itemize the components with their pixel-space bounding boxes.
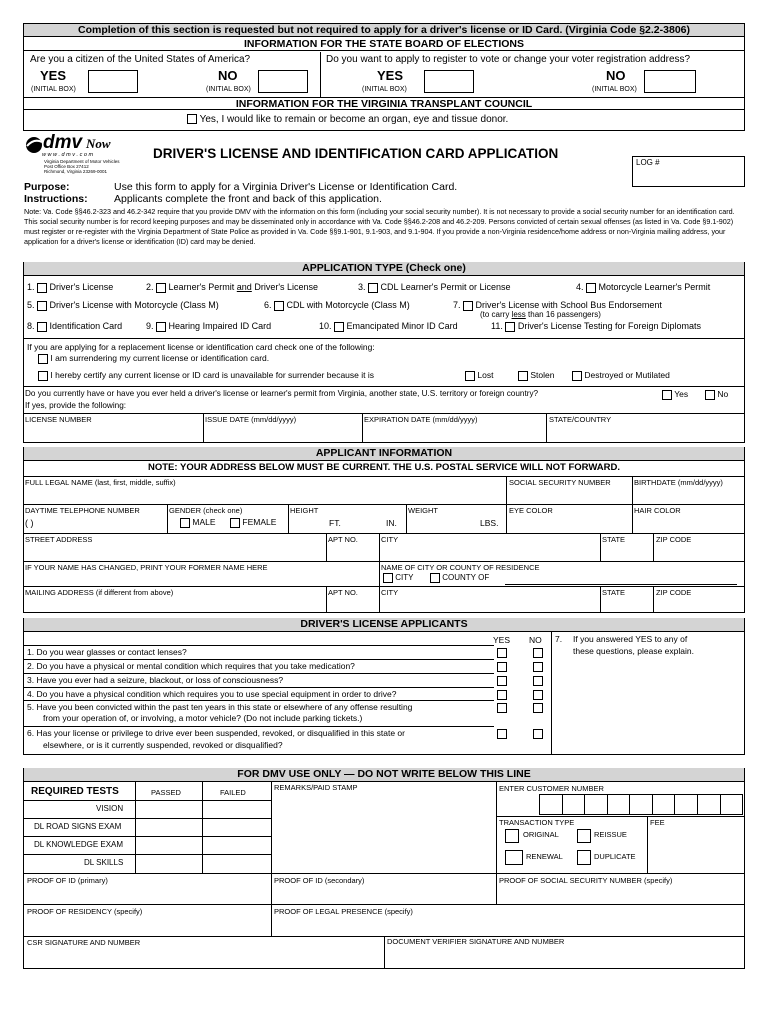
dl-q-divider [551, 632, 552, 755]
mailing-address-field[interactable]: MAILING ADDRESS (if different from above) [25, 588, 174, 597]
duplicate-label: DUPLICATE [594, 852, 636, 861]
certify-label: I hereby certify any current license or ID card is unavailable for surrender because it is [50, 370, 374, 380]
q4-no-checkbox[interactable] [533, 690, 543, 700]
q3-top [24, 673, 494, 674]
stolen-option[interactable] [518, 370, 554, 381]
option-8[interactable] [27, 321, 122, 332]
applicant-row-5-top [24, 586, 744, 587]
applicant-note-text: NOTE: YOUR ADDRESS BELOW MUST BE CURRENT. THE U.S. POSTAL SERVICE WILL NOT FORWARD. [147, 462, 621, 473]
option-4-label: Motorcycle Learner's Permit [598, 282, 711, 292]
option-7-checkbox[interactable] [463, 301, 473, 311]
applicant-div-height [288, 504, 289, 533]
option-5-label: Driver's License with Motorcycle (Class M) [49, 300, 219, 310]
register-yes-initial: (INITIAL BOX) [362, 86, 407, 93]
q1-top [24, 645, 494, 646]
application-type-header [24, 262, 744, 276]
option-4-checkbox[interactable] [586, 283, 596, 293]
option-2[interactable] [146, 282, 318, 293]
logo-addr3: Richmond, Virginia 23269-0001 [44, 169, 107, 174]
notice-bar [24, 24, 744, 37]
instructions-label: Instructions: [24, 193, 88, 205]
remarks-stamp-field[interactable]: REMARKS/PAID STAMP [274, 783, 358, 792]
mailing-zip-field[interactable]: ZIP CODE [656, 588, 692, 597]
held-question: Do you currently have or have you ever held a driver's license or learner's permit from Virginia, another state, U.S. territory or foreign country? [25, 389, 539, 398]
question-5a: 5. Have you been convicted within the past ten years in this state or elsewhere of any offense resulting [27, 702, 413, 712]
mailing-div-apt [326, 586, 327, 613]
option-8-label: Identification Card [49, 321, 123, 331]
held-yes-label: Yes [674, 389, 689, 399]
option-9[interactable] [146, 321, 271, 332]
citizen-yes-initial: (INITIAL BOX) [31, 86, 76, 93]
knowledge-label: DL KNOWLEDGE EXAM [34, 840, 124, 849]
signature-div [384, 936, 385, 969]
mailing-apt-field[interactable]: APT NO. [328, 588, 358, 597]
held-yes-checkbox[interactable] [662, 390, 672, 400]
road-signs-label: DL ROAD SIGNS EXAM [34, 822, 122, 831]
destroyed-label: Destroyed or Mutilated [584, 370, 670, 380]
reissue-checkbox[interactable] [577, 829, 591, 843]
male-label: MALE [192, 517, 216, 527]
tests-row-4 [24, 854, 271, 855]
donor-text: Yes, I would like to remain or become an organ, eye and tissue donor. [199, 114, 509, 125]
applicant-header-text: APPLICANT INFORMATION [315, 447, 453, 459]
logo-addr1: Virginia Department of Motor Vehicles [44, 159, 120, 164]
ssn-field[interactable]: SOCIAL SECURITY NUMBER [509, 478, 611, 487]
option-2-label-b: Driver's License [251, 282, 319, 292]
customer-digit-box[interactable] [629, 794, 653, 815]
customer-digit-box[interactable] [697, 794, 721, 815]
citizen-question: Are you a citizen of the United States of America? [30, 54, 251, 65]
q7-text-b: these questions, please explain. [573, 646, 694, 656]
elections-header-text: INFORMATION FOR THE STATE BOARD OF ELECTIONS [244, 38, 524, 50]
option-1-num: 1. [27, 282, 35, 292]
fee-div [647, 816, 648, 873]
replacement-question: If you are applying for a replacement license or identification card check one of the following: [27, 342, 375, 352]
q7-text-a: If you answered YES to any of [573, 634, 688, 644]
height-label: HEIGHT [290, 506, 319, 515]
option-7-num: 7. [453, 300, 461, 310]
option-1-checkbox[interactable] [37, 283, 47, 293]
document-verifier-field[interactable]: DOCUMENT VERIFIER SIGNATURE AND NUMBER [387, 937, 565, 946]
street-address-field[interactable]: STREET ADDRESS [25, 535, 93, 544]
applicant-div-weight [406, 504, 407, 533]
transplant-header-text: INFORMATION FOR THE VIRGINIA TRANSPLANT COUNCIL [235, 98, 533, 110]
mailing-city-field[interactable]: CITY [381, 588, 399, 597]
q4-yes-checkbox[interactable] [497, 690, 507, 700]
applicant-div-birth [632, 476, 633, 504]
weight-label: WEIGHT [408, 506, 438, 515]
option-9-checkbox[interactable] [156, 322, 166, 332]
license-col-div-3 [546, 413, 547, 443]
proof-row-2-top [24, 904, 744, 905]
option-4-num: 4. [576, 282, 584, 292]
lost-option[interactable] [465, 370, 493, 381]
option-6[interactable] [264, 300, 410, 311]
held-divider [24, 386, 744, 387]
held-no-checkbox[interactable] [705, 390, 715, 400]
logo-dmv-text: dmv [43, 132, 83, 153]
held-no-label: No [717, 389, 729, 399]
destroyed-option[interactable] [572, 370, 670, 381]
applicant-div-gender [167, 504, 168, 533]
license-number-field[interactable]: LICENSE NUMBER [25, 415, 92, 424]
q2-top [24, 659, 494, 660]
license-row-top [24, 413, 744, 414]
proof-row-1-top [24, 873, 744, 874]
option-11-checkbox[interactable] [505, 322, 515, 332]
mailing-state-field[interactable]: STATE [602, 588, 626, 597]
option-8-num: 8. [27, 321, 35, 331]
dmv-swoosh-icon [24, 136, 44, 154]
zip-field[interactable]: ZIP CODE [656, 535, 692, 544]
application-type-header-text: APPLICATION TYPE (Check one) [302, 262, 466, 274]
option-1[interactable] [27, 282, 113, 293]
customer-digit-box[interactable] [674, 794, 698, 815]
lost-checkbox[interactable] [465, 371, 475, 381]
fee-field[interactable]: FEE [650, 818, 665, 827]
dmv-use-header [24, 768, 744, 782]
customer-digit-box[interactable] [607, 794, 631, 815]
remarks-div [496, 782, 497, 873]
question-4: 4. Do you have a physical condition which requires you to use special equipment in order to drive? [27, 689, 397, 699]
question-2: 2. Do you have a physical or mental condition which requires that you take medication? [27, 661, 355, 671]
q1-yes-checkbox[interactable] [497, 648, 507, 658]
log-number-box[interactable] [632, 156, 745, 187]
register-yes-label: YES [377, 68, 404, 83]
question-1: 1. Do you wear glasses or contact lenses? [27, 647, 187, 657]
dl-yes-col: YES [493, 635, 511, 645]
q1-no-checkbox[interactable] [533, 648, 543, 658]
surrender-label: I am surrendering my current license or identification card. [50, 353, 270, 363]
held-no-option[interactable] [705, 389, 728, 400]
question-5b: from your operation of, or involving, a motor vehicle? (Do not include parking tickets.) [43, 713, 363, 723]
q3-no-checkbox[interactable] [533, 676, 543, 686]
donor-checkbox[interactable] [187, 114, 197, 124]
birthdate-field[interactable]: BIRTHDATE (mm/dd/yyyy) [634, 478, 723, 487]
female-option[interactable] [230, 517, 276, 528]
stolen-checkbox[interactable] [518, 371, 528, 381]
option-7-sub [480, 310, 601, 319]
option-10[interactable] [319, 321, 458, 332]
q3-yes-checkbox[interactable] [497, 676, 507, 686]
residence-city-checkbox[interactable] [383, 573, 393, 583]
q6-no-checkbox[interactable] [533, 729, 543, 739]
gender-label: GENDER (check one) [169, 506, 243, 515]
mailing-div-city [379, 586, 380, 613]
option-11-num: 11. [491, 321, 503, 331]
residence-county-checkbox[interactable] [430, 573, 440, 583]
transaction-type-label: TRANSACTION TYPE [499, 818, 575, 827]
applicant-row-2-top [24, 504, 744, 505]
dmv-logo [24, 132, 134, 181]
question-3: 3. Have you ever had a seizure, blackout, or loss of consciousness? [27, 675, 284, 685]
customer-number-boxes[interactable] [540, 794, 743, 815]
logo-addr2: Post Office Box 27412 [44, 164, 89, 169]
male-option[interactable] [180, 517, 216, 528]
option-10-num: 10. [319, 321, 332, 331]
skills-label: DL SKILLS [84, 858, 124, 867]
option-3-label: CDL Learner's Permit or License [380, 282, 511, 292]
city-field[interactable]: CITY [381, 535, 399, 544]
register-question: Do you want to apply to register to vote or change your voter registration address? [326, 54, 691, 65]
form-title: DRIVER'S LICENSE AND IDENTIFICATION CARD APPLICATION [153, 146, 559, 161]
option-3[interactable] [358, 282, 510, 293]
applicant-note [24, 462, 744, 473]
customer-digit-box[interactable] [562, 794, 586, 815]
q6-top [24, 726, 494, 727]
held-yes-option[interactable] [662, 389, 688, 400]
if-yes-text: If yes, provide the following: [25, 401, 127, 410]
register-no-label: NO [606, 68, 626, 83]
vision-label: VISION [96, 804, 124, 813]
certify-row[interactable] [38, 370, 374, 381]
purpose-label: Purpose: [24, 181, 70, 193]
eye-color-field[interactable]: EYE COLOR [509, 506, 553, 515]
citizen-no-initial-box[interactable] [258, 70, 308, 93]
option-2-num: 2. [146, 282, 154, 292]
option-7-sub-less: less [511, 310, 526, 319]
q5-yes-checkbox[interactable] [497, 703, 507, 713]
elections-header [24, 38, 744, 51]
q7-num: 7. [555, 634, 563, 644]
option-10-label: Emancipated Minor ID Card [346, 321, 458, 331]
female-label: FEMALE [242, 517, 277, 527]
proof-ssn-field[interactable]: PROOF OF SOCIAL SECURITY NUMBER (specify) [499, 876, 673, 885]
dl-applicants-header-text: DRIVER'S LICENSE APPLICANTS [300, 618, 468, 630]
former-name-field[interactable]: IF YOUR NAME HAS CHANGED, PRINT YOUR FORMER NAME HERE [25, 563, 268, 572]
applicant-div-hair [632, 504, 633, 533]
duplicate-checkbox[interactable] [577, 850, 591, 865]
question-6b: elsewhere, or is it currently suspended, revoked or disqualified? [43, 740, 283, 750]
hair-color-field[interactable]: HAIR COLOR [634, 506, 681, 515]
citizen-no-initial: (INITIAL BOX) [206, 86, 251, 93]
option-3-checkbox[interactable] [368, 283, 378, 293]
transaction-top [496, 816, 744, 817]
license-col-div-2 [362, 413, 363, 443]
certify-checkbox[interactable] [38, 371, 48, 381]
instructions-text: Applicants complete the front and back of this application. [114, 193, 382, 205]
residence-county-option[interactable] [430, 573, 489, 583]
license-col-div-1 [203, 413, 204, 443]
option-10-checkbox[interactable] [334, 322, 344, 332]
phone-field[interactable]: DAYTIME TELEPHONE NUMBER [25, 506, 140, 515]
original-label: ORIGINAL [523, 830, 559, 839]
applicant-div-eye [506, 504, 507, 533]
height-ft[interactable]: FT. [329, 518, 341, 528]
notice-text: Completion of this section is requested but not required to apply for a driver's license or ID Card. (Virginia Code §2.2-3806) [77, 24, 690, 36]
logo-now-text: Now [86, 136, 111, 151]
residence-label: NAME OF CITY OR COUNTY OF RESIDENCE [381, 563, 540, 572]
applicant-row-3-top [24, 533, 744, 534]
option-6-checkbox[interactable] [274, 301, 284, 311]
renewal-label: RENEWAL [526, 852, 563, 861]
option-8-checkbox[interactable] [37, 322, 47, 332]
legal-note: Note: Va. Code §§46.2-323 and 46.2-342 require that you provide DMV with the information on this form (including your social security number). It is not necessary to provide a social security number for an identification card. This social security number is for record keeping purposes and may be disseminated only in accordance with Va. Code §§46.2-208 and 46.2-209. Persons convicted of certain sexual offenses (as listed in Va. Code §9.1-902) must register or re-register with the Virginia Department of State Police as provided in Va. Code §§9.1-901, 9.1-903, and 9.1-904. If you provide a non-Virginia residence/home address or non-Virginia mailing address, your application for a driver's license or identification (ID) card may be denied. [24, 207, 735, 246]
street-div-zip [653, 533, 654, 561]
tests-row-2 [24, 818, 271, 819]
state-country-field[interactable]: STATE/COUNTRY [549, 415, 612, 424]
county-underline[interactable] [505, 584, 737, 585]
option-7-label: Driver's License with School Bus Endorsement [475, 300, 662, 310]
option-2-checkbox[interactable] [156, 283, 166, 293]
donor-row [187, 114, 508, 125]
stolen-label: Stolen [530, 370, 555, 380]
expiration-date-field[interactable]: EXPIRATION DATE (mm/dd/yyyy) [364, 415, 478, 424]
lost-label: Lost [477, 370, 494, 380]
applicant-row-1-top [24, 476, 744, 477]
applicant-header [24, 447, 744, 461]
proof-id-primary-field[interactable]: PROOF OF ID (primary) [27, 876, 108, 885]
purpose-text: Use this form to apply for a Virginia Driver's License or Identification Card. [114, 181, 458, 193]
proof-residency-field[interactable]: PROOF OF RESIDENCY (specify) [27, 907, 143, 916]
street-div-city [379, 533, 380, 561]
citizen-yes-initial-box[interactable] [88, 70, 138, 93]
customer-digit-box[interactable] [584, 794, 608, 815]
apt-field[interactable]: APT NO. [328, 535, 358, 544]
option-4[interactable] [576, 282, 710, 293]
passed-label: PASSED [151, 788, 181, 797]
dl-applicants-header [24, 618, 744, 632]
q5-top [24, 700, 494, 701]
original-checkbox[interactable] [505, 829, 519, 843]
citizen-yes-label: YES [40, 68, 67, 83]
option-2-label-and: and [236, 282, 252, 292]
tests-row-1 [24, 800, 271, 801]
register-no-initial-box[interactable] [644, 70, 696, 93]
option-5-num: 5. [27, 300, 35, 310]
option-1-label: Driver's License [49, 282, 114, 292]
male-checkbox[interactable] [180, 518, 190, 528]
dl-no-col: NO [529, 635, 542, 645]
failed-label: FAILED [220, 788, 246, 797]
proof-legal-presence-field[interactable]: PROOF OF LEGAL PRESENCE (specify) [274, 907, 413, 916]
q5-no-checkbox[interactable] [533, 703, 543, 713]
residence-county-label: COUNTY OF [442, 573, 490, 583]
tests-div-3 [271, 782, 272, 873]
weight-lbs[interactable]: LBS. [480, 518, 499, 528]
required-tests-label: REQUIRED TESTS [31, 786, 119, 797]
proof-id-secondary-field[interactable]: PROOF OF ID (secondary) [274, 876, 365, 885]
former-div [379, 561, 380, 586]
log-number-label: LOG # [636, 158, 660, 167]
street-div-apt [326, 533, 327, 561]
option-9-label: Hearing Impaired ID Card [168, 321, 272, 331]
option-2-label-a: Learner's Permit [168, 282, 237, 292]
street-div-state [600, 533, 601, 561]
proof-div-2 [496, 873, 497, 904]
issue-date-field[interactable]: ISSUE DATE (mm/dd/yyyy) [205, 415, 297, 424]
customer-digit-box[interactable] [720, 794, 744, 815]
option-5[interactable] [27, 300, 219, 311]
female-checkbox[interactable] [230, 518, 240, 528]
state-field[interactable]: STATE [602, 535, 626, 544]
q6-yes-checkbox[interactable] [497, 729, 507, 739]
surrender-row[interactable] [38, 353, 269, 364]
residence-city-label: CITY [395, 573, 414, 583]
question-6a: 6. Has your license or privilege to drive ever been suspended, revoked, or disqualified in this state or [27, 728, 405, 738]
customer-digit-box[interactable] [539, 794, 563, 815]
tests-row-3 [24, 836, 271, 837]
register-yes-initial-box[interactable] [424, 70, 474, 93]
csr-signature-field[interactable]: CSR SIGNATURE AND NUMBER [27, 938, 141, 947]
option-7-sub-a: (to carry [480, 310, 512, 319]
applicant-row-4-top [24, 561, 744, 562]
residence-city-option[interactable] [383, 573, 413, 583]
dmv-use-header-text: FOR DMV USE ONLY — DO NOT WRITE BELOW THIS LINE [237, 768, 531, 780]
option-5-checkbox[interactable] [37, 301, 47, 311]
q2-yes-checkbox[interactable] [497, 662, 507, 672]
q4-top [24, 687, 494, 688]
transplant-header [24, 97, 744, 110]
option-11-label: Driver's License Testing for Foreign Diplomats [517, 321, 701, 331]
option-9-num: 9. [146, 321, 154, 331]
phone-paren: ( ) [25, 518, 34, 528]
option-3-num: 3. [358, 282, 366, 292]
option-6-label: CDL with Motorcycle (Class M) [286, 300, 410, 310]
replacement-divider [24, 338, 744, 339]
register-no-initial: (INITIAL BOX) [592, 86, 637, 93]
option-6-num: 6. [264, 300, 272, 310]
tests-div-2 [202, 782, 203, 873]
voter-divider [320, 52, 321, 97]
surrender-checkbox[interactable] [38, 354, 48, 364]
mailing-div-state [600, 586, 601, 613]
mailing-div-zip [653, 586, 654, 613]
customer-digit-box[interactable] [652, 794, 676, 815]
q2-no-checkbox[interactable] [533, 662, 543, 672]
applicant-div-ssn [506, 476, 507, 504]
tests-div-1 [135, 782, 136, 873]
logo-url: w w w . d m v . c o m [42, 152, 94, 158]
height-in[interactable]: IN. [386, 518, 397, 528]
option-11[interactable] [491, 321, 701, 332]
renewal-checkbox[interactable] [505, 850, 523, 865]
citizen-no-label: NO [218, 68, 238, 83]
destroyed-checkbox[interactable] [572, 371, 582, 381]
option-7-sub-b: than 16 passengers) [525, 310, 601, 319]
reissue-label: REISSUE [594, 830, 627, 839]
customer-number-label: ENTER CUSTOMER NUMBER [499, 784, 604, 793]
full-name-field[interactable]: FULL LEGAL NAME (last, first, middle, suffix) [25, 478, 176, 487]
